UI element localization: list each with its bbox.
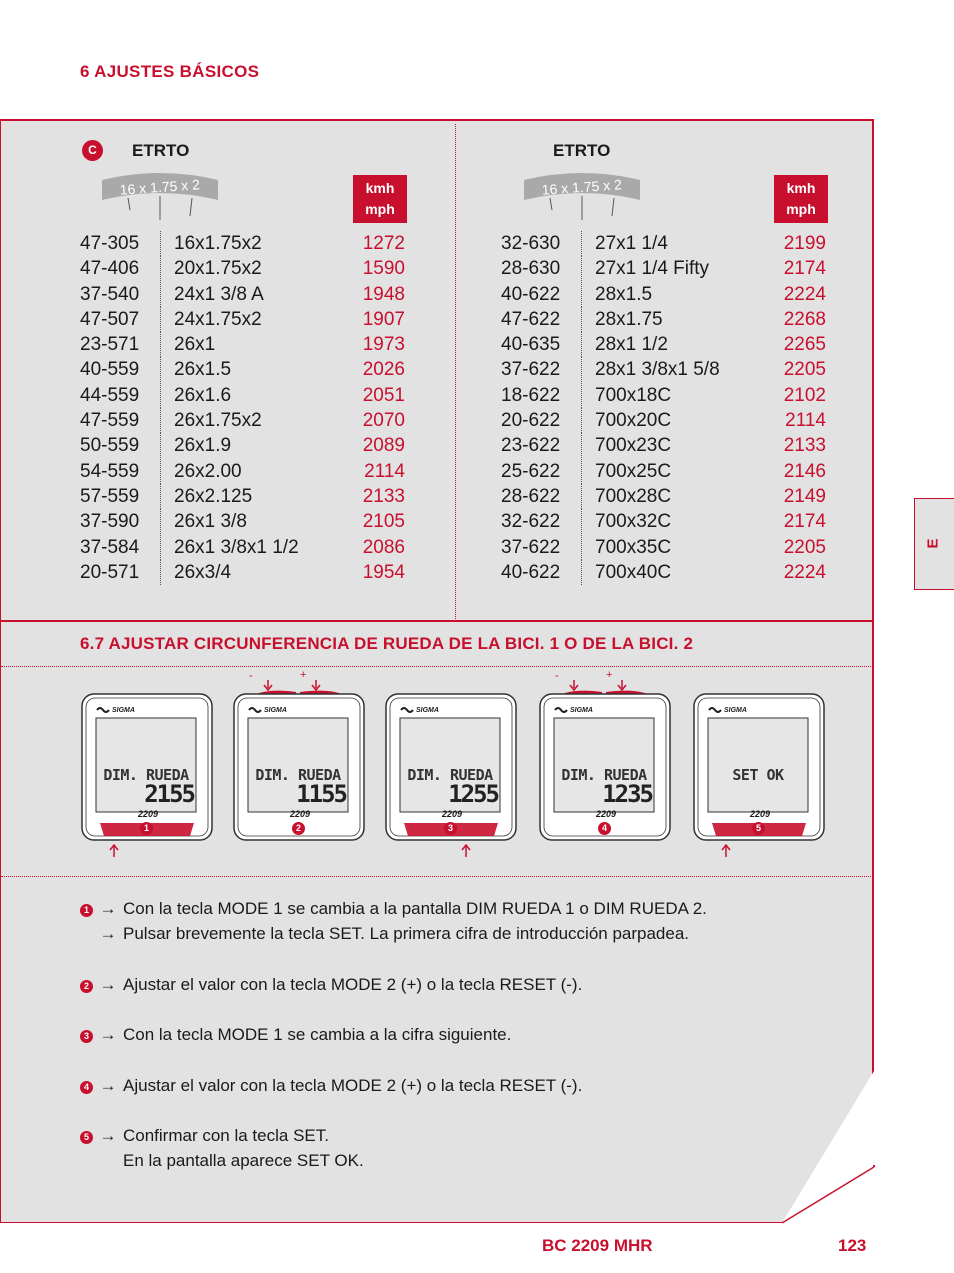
column-dots <box>160 332 162 357</box>
column-dots <box>581 256 583 281</box>
tire-size: 26x1.75x2 <box>174 410 262 432</box>
etrto-code: 37-584 <box>80 536 140 558</box>
table-row <box>80 383 410 408</box>
wheel-circumference: 1973 <box>362 334 405 356</box>
tire-size: 27x1 1/4 <box>595 233 668 254</box>
display-line-2: 1155 <box>296 780 346 808</box>
wheel-circumference: 2224 <box>783 561 826 583</box>
bike-computer-illustration <box>384 680 518 850</box>
section-badge: C <box>82 140 103 161</box>
section-separator <box>1 620 873 622</box>
panel-corner-line <box>780 1165 876 1225</box>
tire-size: 26x1 3/8x1 1/2 <box>174 536 299 558</box>
column-dots <box>581 332 583 357</box>
table-row <box>80 509 410 534</box>
tire-size: 700x35C <box>595 536 672 558</box>
column-dots <box>160 383 162 408</box>
wheel-circumference: 1590 <box>362 258 405 280</box>
tire-table-left <box>80 231 410 585</box>
wheel-circumference: 2105 <box>362 511 405 533</box>
wheel-circumference: 2205 <box>783 359 826 381</box>
column-dots <box>581 357 583 382</box>
column-dots <box>581 231 583 256</box>
tire-label-left: 16 x 1.75 x 2 <box>119 176 201 198</box>
wheel-circumference: 2070 <box>362 410 405 432</box>
table-row <box>501 332 831 357</box>
footer-model: BC 2209 MHR <box>542 1236 653 1255</box>
etrto-code: 47-305 <box>80 233 140 254</box>
table-row <box>501 560 831 585</box>
etrto-header-left: ETRTO <box>132 141 190 160</box>
tire-size: 700x25C <box>595 460 672 482</box>
etrto-code: 57-559 <box>80 485 140 507</box>
table-row <box>80 307 410 332</box>
display-line-2: 1255 <box>448 780 498 808</box>
display-line-1: DIM. RUEDA <box>407 766 493 784</box>
press-arrow-icon <box>720 844 732 858</box>
brand-logo: SIGMA <box>724 707 747 714</box>
column-dots <box>160 307 162 332</box>
column-dots <box>160 509 162 534</box>
arrow-right-icon: → <box>99 899 117 918</box>
tire-size: 700x28C <box>595 485 672 507</box>
language-tab-label: E <box>924 538 942 549</box>
table-row <box>501 357 831 382</box>
etrto-code: 37-622 <box>501 536 561 558</box>
step-text: Confirmar con la tecla SET. <box>123 1126 329 1145</box>
bike-computer-illustration <box>232 680 366 850</box>
tire-size: 26x1.9 <box>174 435 232 457</box>
wheel-circumference: 2205 <box>783 536 826 558</box>
column-dots <box>581 484 583 509</box>
tire-size: 20x1.75x2 <box>174 258 262 280</box>
wheel-circumference: 2086 <box>362 536 405 558</box>
column-dots <box>160 560 162 585</box>
step-number-badge: 4 <box>80 1081 93 1094</box>
wheel-circumference: 2026 <box>362 359 405 381</box>
step-text: Ajustar el valor con la tecla MODE 2 (+) o la tecla RESET (-). <box>123 975 583 994</box>
etrto-code: 44-559 <box>80 384 140 406</box>
etrto-code: 47-559 <box>80 410 140 432</box>
wheel-circumference: 2051 <box>362 384 405 406</box>
tire-size: 24x1.75x2 <box>174 308 262 330</box>
dotted-separator <box>1 876 873 877</box>
column-dots <box>581 408 583 433</box>
bike-computer-illustration <box>692 680 826 850</box>
table-row <box>80 535 410 560</box>
unit-kmh: kmh <box>786 180 816 196</box>
display-line-1: DIM. RUEDA <box>561 766 647 784</box>
etrto-code: 54-559 <box>80 460 140 482</box>
display-line-1: DIM. RUEDA <box>255 766 341 784</box>
unit-box-left <box>353 175 407 223</box>
tire-table-right <box>501 231 831 585</box>
etrto-code: 40-635 <box>501 334 561 356</box>
tire-size: 26x1 <box>174 334 216 356</box>
page-number: 123 <box>838 1236 867 1255</box>
wheel-circumference: 1907 <box>362 308 405 330</box>
table-row <box>501 535 831 560</box>
tire-size: 700x20C <box>595 410 672 432</box>
wheel-circumference: 2133 <box>783 435 826 457</box>
tire-size: 24x1 3/8 A <box>174 283 264 305</box>
mode2-plus-label: + <box>300 669 307 681</box>
etrto-code: 40-559 <box>80 359 140 381</box>
table-row <box>80 332 410 357</box>
column-dots <box>160 459 162 484</box>
display-line-1: SET OK <box>732 766 784 784</box>
arrow-right-icon: → <box>99 975 117 994</box>
etrto-code: 47-406 <box>80 258 140 280</box>
table-row <box>80 560 410 585</box>
etrto-code: 37-540 <box>80 283 140 305</box>
table-row <box>501 383 831 408</box>
table-row <box>501 433 831 458</box>
brand-logo: SIGMA <box>264 707 287 714</box>
column-dots <box>160 484 162 509</box>
brand-logo: SIGMA <box>416 707 439 714</box>
instruction-step <box>80 921 689 946</box>
instruction-step <box>80 1022 511 1047</box>
etrto-code: 50-559 <box>80 435 140 457</box>
unit-kmh: kmh <box>365 180 395 196</box>
press-arrow-icon <box>460 844 472 858</box>
model-label: 2209 <box>290 809 311 819</box>
step-number-badge: 3 <box>80 1030 93 1043</box>
etrto-code: 23-622 <box>501 435 561 457</box>
tire-size: 28x1 3/8x1 5/8 <box>595 359 720 381</box>
step-number-badge: 2 <box>292 822 305 835</box>
tire-size: 26x1.6 <box>174 384 232 406</box>
wheel-circumference: 1954 <box>362 561 405 583</box>
column-dots <box>581 383 583 408</box>
tire-size: 26x2.00 <box>174 460 242 482</box>
step-number-badge: 4 <box>598 822 611 835</box>
step-text: Con la tecla MODE 1 se cambia a la cifra siguiente. <box>123 1025 512 1044</box>
wheel-circumference: 2265 <box>783 334 826 356</box>
etrto-code: 18-622 <box>501 384 561 406</box>
dotted-separator <box>1 666 873 667</box>
table-row <box>501 484 831 509</box>
tire-size: 28x1.75 <box>595 308 663 330</box>
table-row <box>80 433 410 458</box>
tire-size: 26x1 3/8 <box>174 511 247 533</box>
etrto-code: 40-622 <box>501 283 561 305</box>
table-row <box>501 307 831 332</box>
column-dots <box>581 459 583 484</box>
mode2-plus-label: + <box>606 669 613 681</box>
tire-size: 28x1.5 <box>595 283 653 305</box>
table-row <box>501 459 831 484</box>
column-dots <box>160 282 162 307</box>
unit-box-right <box>774 175 828 223</box>
wheel-circumference: 1272 <box>362 233 405 254</box>
wheel-circumference: 2089 <box>362 435 405 457</box>
subsection-title: 6.7 AJUSTAR CIRCUNFERENCIA DE RUEDA DE LA BICI. 1 O DE LA BICI. 2 <box>80 634 694 653</box>
table-row <box>501 509 831 534</box>
column-divider <box>455 124 456 619</box>
table-row <box>80 357 410 382</box>
table-row <box>501 408 831 433</box>
column-dots <box>160 433 162 458</box>
display-line-2: 2155 <box>144 780 194 808</box>
arrow-right-icon: → <box>99 1025 117 1044</box>
table-row <box>80 408 410 433</box>
table-row <box>80 282 410 307</box>
column-dots <box>160 231 162 256</box>
tire-size: 28x1 1/2 <box>595 334 668 356</box>
model-label: 2209 <box>138 809 159 819</box>
etrto-code: 37-622 <box>501 359 561 381</box>
tire-size: 700x32C <box>595 511 672 533</box>
table-row <box>501 282 831 307</box>
column-dots <box>581 433 583 458</box>
model-label: 2209 <box>750 809 771 819</box>
tire-size: 700x18C <box>595 384 672 406</box>
bike-computer-illustration <box>538 680 672 850</box>
press-arrow-icon <box>108 844 120 858</box>
step-number-badge: 1 <box>80 904 93 917</box>
tire-size-icon-right <box>522 172 642 222</box>
model-label: 2209 <box>596 809 617 819</box>
unit-mph: mph <box>365 201 395 217</box>
wheel-circumference: 2133 <box>362 485 405 507</box>
tire-size: 26x1.5 <box>174 359 232 381</box>
table-row <box>80 231 410 256</box>
table-row <box>80 484 410 509</box>
tire-size: 26x3/4 <box>174 561 232 583</box>
arrow-right-icon: → <box>99 1126 117 1145</box>
wheel-circumference: 2114 <box>785 410 826 432</box>
etrto-code: 47-507 <box>80 308 140 330</box>
column-dots <box>160 256 162 281</box>
etrto-code: 20-571 <box>80 561 140 583</box>
section-title: 6 AJUSTES BÁSICOS <box>80 62 260 81</box>
etrto-code: 40-622 <box>501 561 561 583</box>
tire-size: 700x40C <box>595 561 672 583</box>
column-dots <box>581 307 583 332</box>
reset-minus-label: - <box>249 670 253 682</box>
etrto-code: 23-571 <box>80 334 140 356</box>
instruction-step <box>80 896 707 921</box>
etrto-code: 28-622 <box>501 485 561 507</box>
reset-minus-label: - <box>555 670 559 682</box>
tire-size: 16x1.75x2 <box>174 233 262 254</box>
step-number-badge: 2 <box>80 980 93 993</box>
tire-size-icon-left <box>100 172 220 222</box>
display-line-1: DIM. RUEDA <box>103 766 189 784</box>
table-row <box>501 231 831 256</box>
wheel-circumference: 2114 <box>364 460 405 482</box>
brand-logo: SIGMA <box>112 707 135 714</box>
etrto-code: 32-630 <box>501 233 561 254</box>
language-tab <box>914 498 954 590</box>
unit-mph: mph <box>786 201 816 217</box>
step-number-badge: 5 <box>80 1131 93 1144</box>
etrto-header-right: ETRTO <box>553 141 611 160</box>
instruction-step <box>80 1123 329 1148</box>
etrto-code: 32-622 <box>501 511 561 533</box>
etrto-code: 25-622 <box>501 460 561 482</box>
tire-size: 27x1 1/4 Fifty <box>595 258 710 280</box>
wheel-circumference: 1948 <box>362 283 405 305</box>
etrto-code: 37-590 <box>80 511 140 533</box>
step-text: Con la tecla MODE 1 se cambia a la pantalla DIM RUEDA 1 o DIM RUEDA 2. <box>123 899 707 918</box>
wheel-circumference: 2224 <box>783 283 826 305</box>
model-label: 2209 <box>442 809 463 819</box>
arrow-right-icon: → <box>99 924 117 943</box>
step-number-badge: 5 <box>752 822 765 835</box>
column-dots <box>160 535 162 560</box>
etrto-code: 28-630 <box>501 258 561 280</box>
wheel-circumference: 2102 <box>783 384 826 406</box>
table-row <box>80 459 410 484</box>
instruction-step <box>80 1073 582 1098</box>
wheel-circumference: 2174 <box>783 258 826 280</box>
step-text: En la pantalla aparece SET OK. <box>123 1151 364 1170</box>
column-dots <box>160 357 162 382</box>
wheel-circumference: 2146 <box>783 460 826 482</box>
wheel-circumference: 2199 <box>783 233 826 254</box>
column-dots <box>581 535 583 560</box>
step-text: Pulsar brevemente la tecla SET. La primera cifra de introducción parpadea. <box>123 924 690 943</box>
brand-logo: SIGMA <box>570 707 593 714</box>
column-dots <box>581 560 583 585</box>
wheel-circumference: 2268 <box>783 308 826 330</box>
bike-computer-illustration <box>80 680 214 850</box>
table-row <box>80 256 410 281</box>
display-line-2: 1235 <box>602 780 652 808</box>
table-row <box>501 256 831 281</box>
etrto-code: 47-622 <box>501 308 561 330</box>
tire-size: 26x2.125 <box>174 485 253 507</box>
etrto-code: 20-622 <box>501 410 561 432</box>
instruction-step <box>80 1148 364 1173</box>
column-dots <box>160 408 162 433</box>
wheel-circumference: 2149 <box>783 485 826 507</box>
wheel-circumference: 2174 <box>783 511 826 533</box>
column-dots <box>581 509 583 534</box>
column-dots <box>581 282 583 307</box>
step-number-badge: 1 <box>140 822 153 835</box>
tire-label-right: 16 x 1.75 x 2 <box>541 176 623 198</box>
tire-size: 700x23C <box>595 435 672 457</box>
step-text: Ajustar el valor con la tecla MODE 2 (+) o la tecla RESET (-). <box>123 1076 583 1095</box>
arrow-right-icon: → <box>99 1076 117 1095</box>
instruction-step <box>80 972 582 997</box>
step-number-badge: 3 <box>444 822 457 835</box>
